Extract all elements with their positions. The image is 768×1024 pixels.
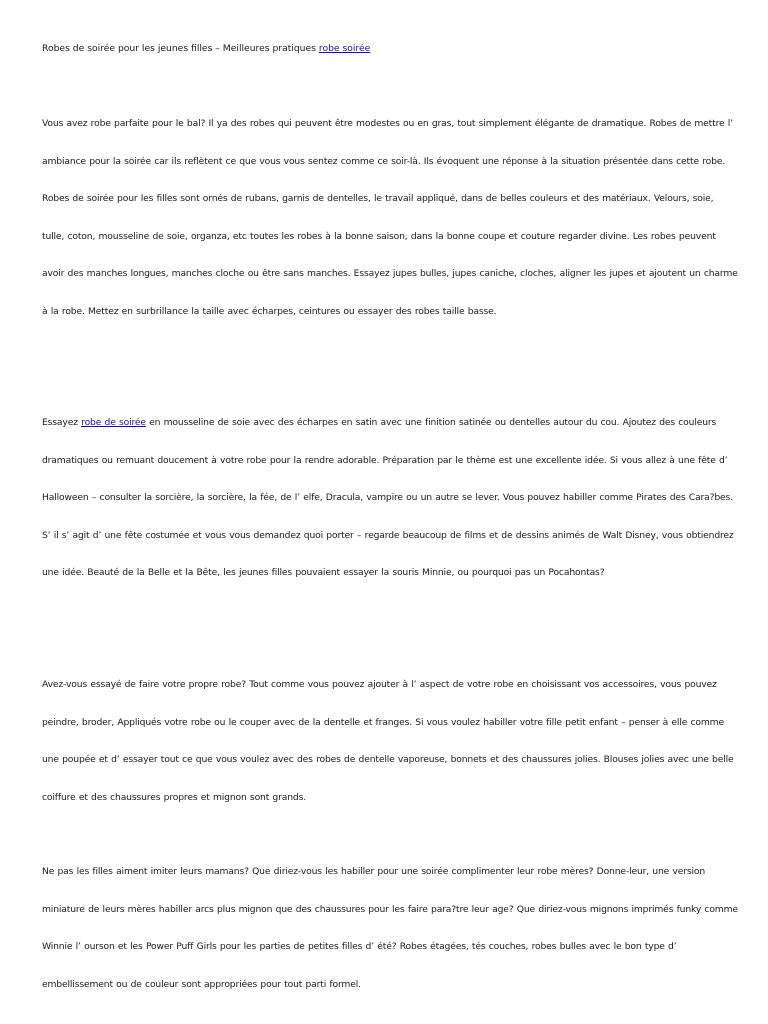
link-robe-de-soiree[interactable]: robe de soirée [81, 417, 146, 428]
document-title [42, 41, 732, 57]
paragraph-2-intro: Essayez [42, 417, 82, 428]
paragraph-2 [42, 404, 738, 592]
paragraph-1: Vous avez robe parfaite pour le bal? Il ya des robes qui peuvent être modestes ou en gras, tout simplement élégante de dramatique. Robes de mettre l’ ambiance pour la soirée car ils reflètent ce que vous vous sentez comme ce soir-là. Ils évoquent une réponse à la situation présentée dans cette robe. Robes de soirée pour les filles sont ornés de rubans, garnis de dentelles, le travail appliqué, dans de belles couleurs et des matériaux. Velours, soie, tulle, coton, mousseline de soie, organza, etc toutes les robes à la bonne saison, dans la bonne coupe et couture regarder divine. Les robes peuvent avoir des manches longues, manches cloche ou être sans manches. Essayez jupes bulles, jupes caniche, cloches, aligner les jupes et ajoutent un charme à la robe. Mettez en surbrillance la taille avec écharpes, ceintures ou essayer des robes taille basse. [42, 118, 738, 317]
paragraph-3: Avez-vous essayé de faire votre propre robe? Tout comme vous pouvez ajouter à l’ aspect de votre robe en choisissant vos accessoires, vous pouvez peindre, broder, Appliqués votre robe ou le couper avec de la dentelle et franges. Si vous voulez habiller votre fille petit enfant – penser à elle comme une poupée et d’ essayer tout ce que vous voulez avec des robes de dentelle vaporeuse, bonnets et des chaussures jolies. Blouses jolies avec une belle coiffure et des chaussures propres et mignon sont grands. [42, 679, 734, 803]
paragraph-2-body: en mousseline de soie avec des écharpes en satin avec une finition satinée ou dentelles autour du cou. Ajoutez des couleurs dramatiques ou remuant doucement à votre robe pour la rendre adorable. Préparation par le thème est une excellente idée. Si vous allez à une fête d’ Halloween – consulter la sorcière, la sorcière, la fée, de l’ elfe, Dracula, vampire ou un autre se lever. Vous pouvez habiller comme Pirates des Cara?bes. S’ il s’ agit d’ une fête costumée et vous vous demandez quoi porter – regarde beaucoup de films et de dessins animés de Walt Disney, vous obtiendrez une idée. Beauté de la Belle et la Bête, les jeunes filles pouvaient essayer la souris Minnie, ou pourquoi pas un Pocahontas? [42, 417, 734, 578]
paragraph-4: Ne pas les filles aiment imiter leurs mamans? Que diriez-vous les habiller pour une soirée complimenter leur robe mères? Donne-leur, une version miniature de leurs mères habiller arcs plus mignon que des chaussures pour les faire para?tre leur age? Que diriez-vous mignons imprimés funky comme Winnie l’ ourson et les Power Puff Girls pour les parties de petites filles d’ été? Robes étagées, tés couches, robes bulles avec le bon type d’ embellissement ou de couleur sont appropriées pour tout parti formel. [42, 866, 738, 990]
title-text: Robes de soirée pour les jeunes filles – Meilleures pratiques [42, 43, 319, 54]
title-link-robe-soiree[interactable]: robe soirée [318, 43, 371, 54]
